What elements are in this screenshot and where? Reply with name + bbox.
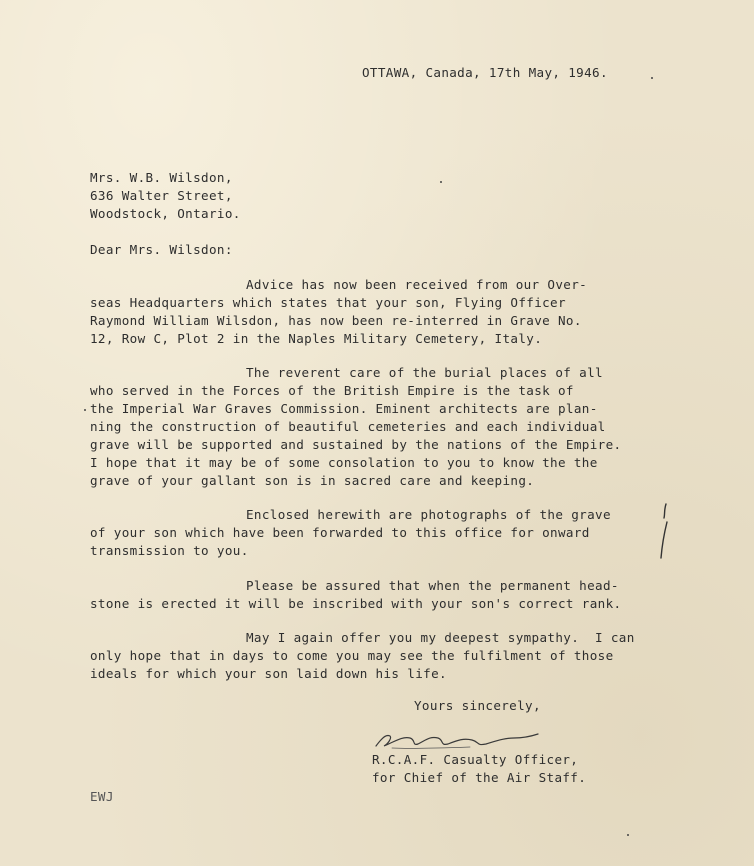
paragraph-3-line-1: Enclosed herewith are photographs of the grave	[246, 507, 611, 522]
paragraph-1-line-2: seas Headquarters which states that your son, Flying Officer	[90, 295, 566, 310]
signature-title-line-1: R.C.A.F. Casualty Officer,	[372, 752, 579, 767]
paragraph-5-line-2: only hope that in days to come you may see the fulfilment of those	[90, 648, 614, 663]
paragraph-5-line-3: ideals for which your son laid down his life.	[90, 666, 447, 681]
paragraph-2-line-4: ning the construction of beautiful cemeteries and each individual	[90, 419, 606, 434]
signature-title-line-2: for Chief of the Air Staff.	[372, 770, 587, 785]
address-line-street: 636 Walter Street,	[90, 188, 233, 203]
margin-bracket-mark	[652, 500, 672, 564]
paper-speck	[651, 77, 653, 79]
paragraph-2-line-5: grave will be supported and sustained by the nations of the Empire.	[90, 437, 622, 452]
paragraph-1-line-1: Advice has now been received from our Over-	[246, 277, 588, 292]
paragraph-1-line-3: Raymond William Wilsdon, has now been re-interred in Grave No.	[90, 313, 582, 328]
paragraph-1-line-4: 12, Row C, Plot 2 in the Naples Military Cemetery, Italy.	[90, 331, 543, 346]
closing: Yours sincerely,	[414, 698, 541, 713]
paragraph-2-line-6: I hope that it may be of some consolation to you to know the the	[90, 455, 598, 470]
paper-speck	[440, 181, 442, 183]
paper-speck	[84, 409, 86, 411]
paragraph-4-line-2: stone is erected it will be inscribed with your son's correct rank.	[90, 596, 622, 611]
address-line-city: Woodstock, Ontario.	[90, 206, 241, 221]
paragraph-2-line-1: The reverent care of the burial places of all	[246, 365, 603, 380]
paragraph-3-line-3: transmission to you.	[90, 543, 249, 558]
reference-initials: EWJ	[90, 789, 114, 804]
paragraph-2-line-2: who served in the Forces of the British Empire is the task of	[90, 383, 574, 398]
paper-speck	[627, 834, 629, 836]
address-line-name: Mrs. W.B. Wilsdon,	[90, 170, 233, 185]
place-date: OTTAWA, Canada, 17th May, 1946.	[362, 65, 608, 80]
paragraph-3-line-2: of your son which have been forwarded to this office for onward	[90, 525, 590, 540]
salutation: Dear Mrs. Wilsdon:	[90, 242, 233, 257]
paragraph-2-line-7: grave of your gallant son is in sacred care and keeping.	[90, 473, 535, 488]
handwritten-signature	[372, 726, 542, 752]
paragraph-5-line-1: May I again offer you my deepest sympathy. I can	[246, 630, 635, 645]
paragraph-4-line-1: Please be assured that when the permanent head-	[246, 578, 619, 593]
paragraph-2-line-3: the Imperial War Graves Commission. Eminent architects are plan-	[90, 401, 598, 416]
